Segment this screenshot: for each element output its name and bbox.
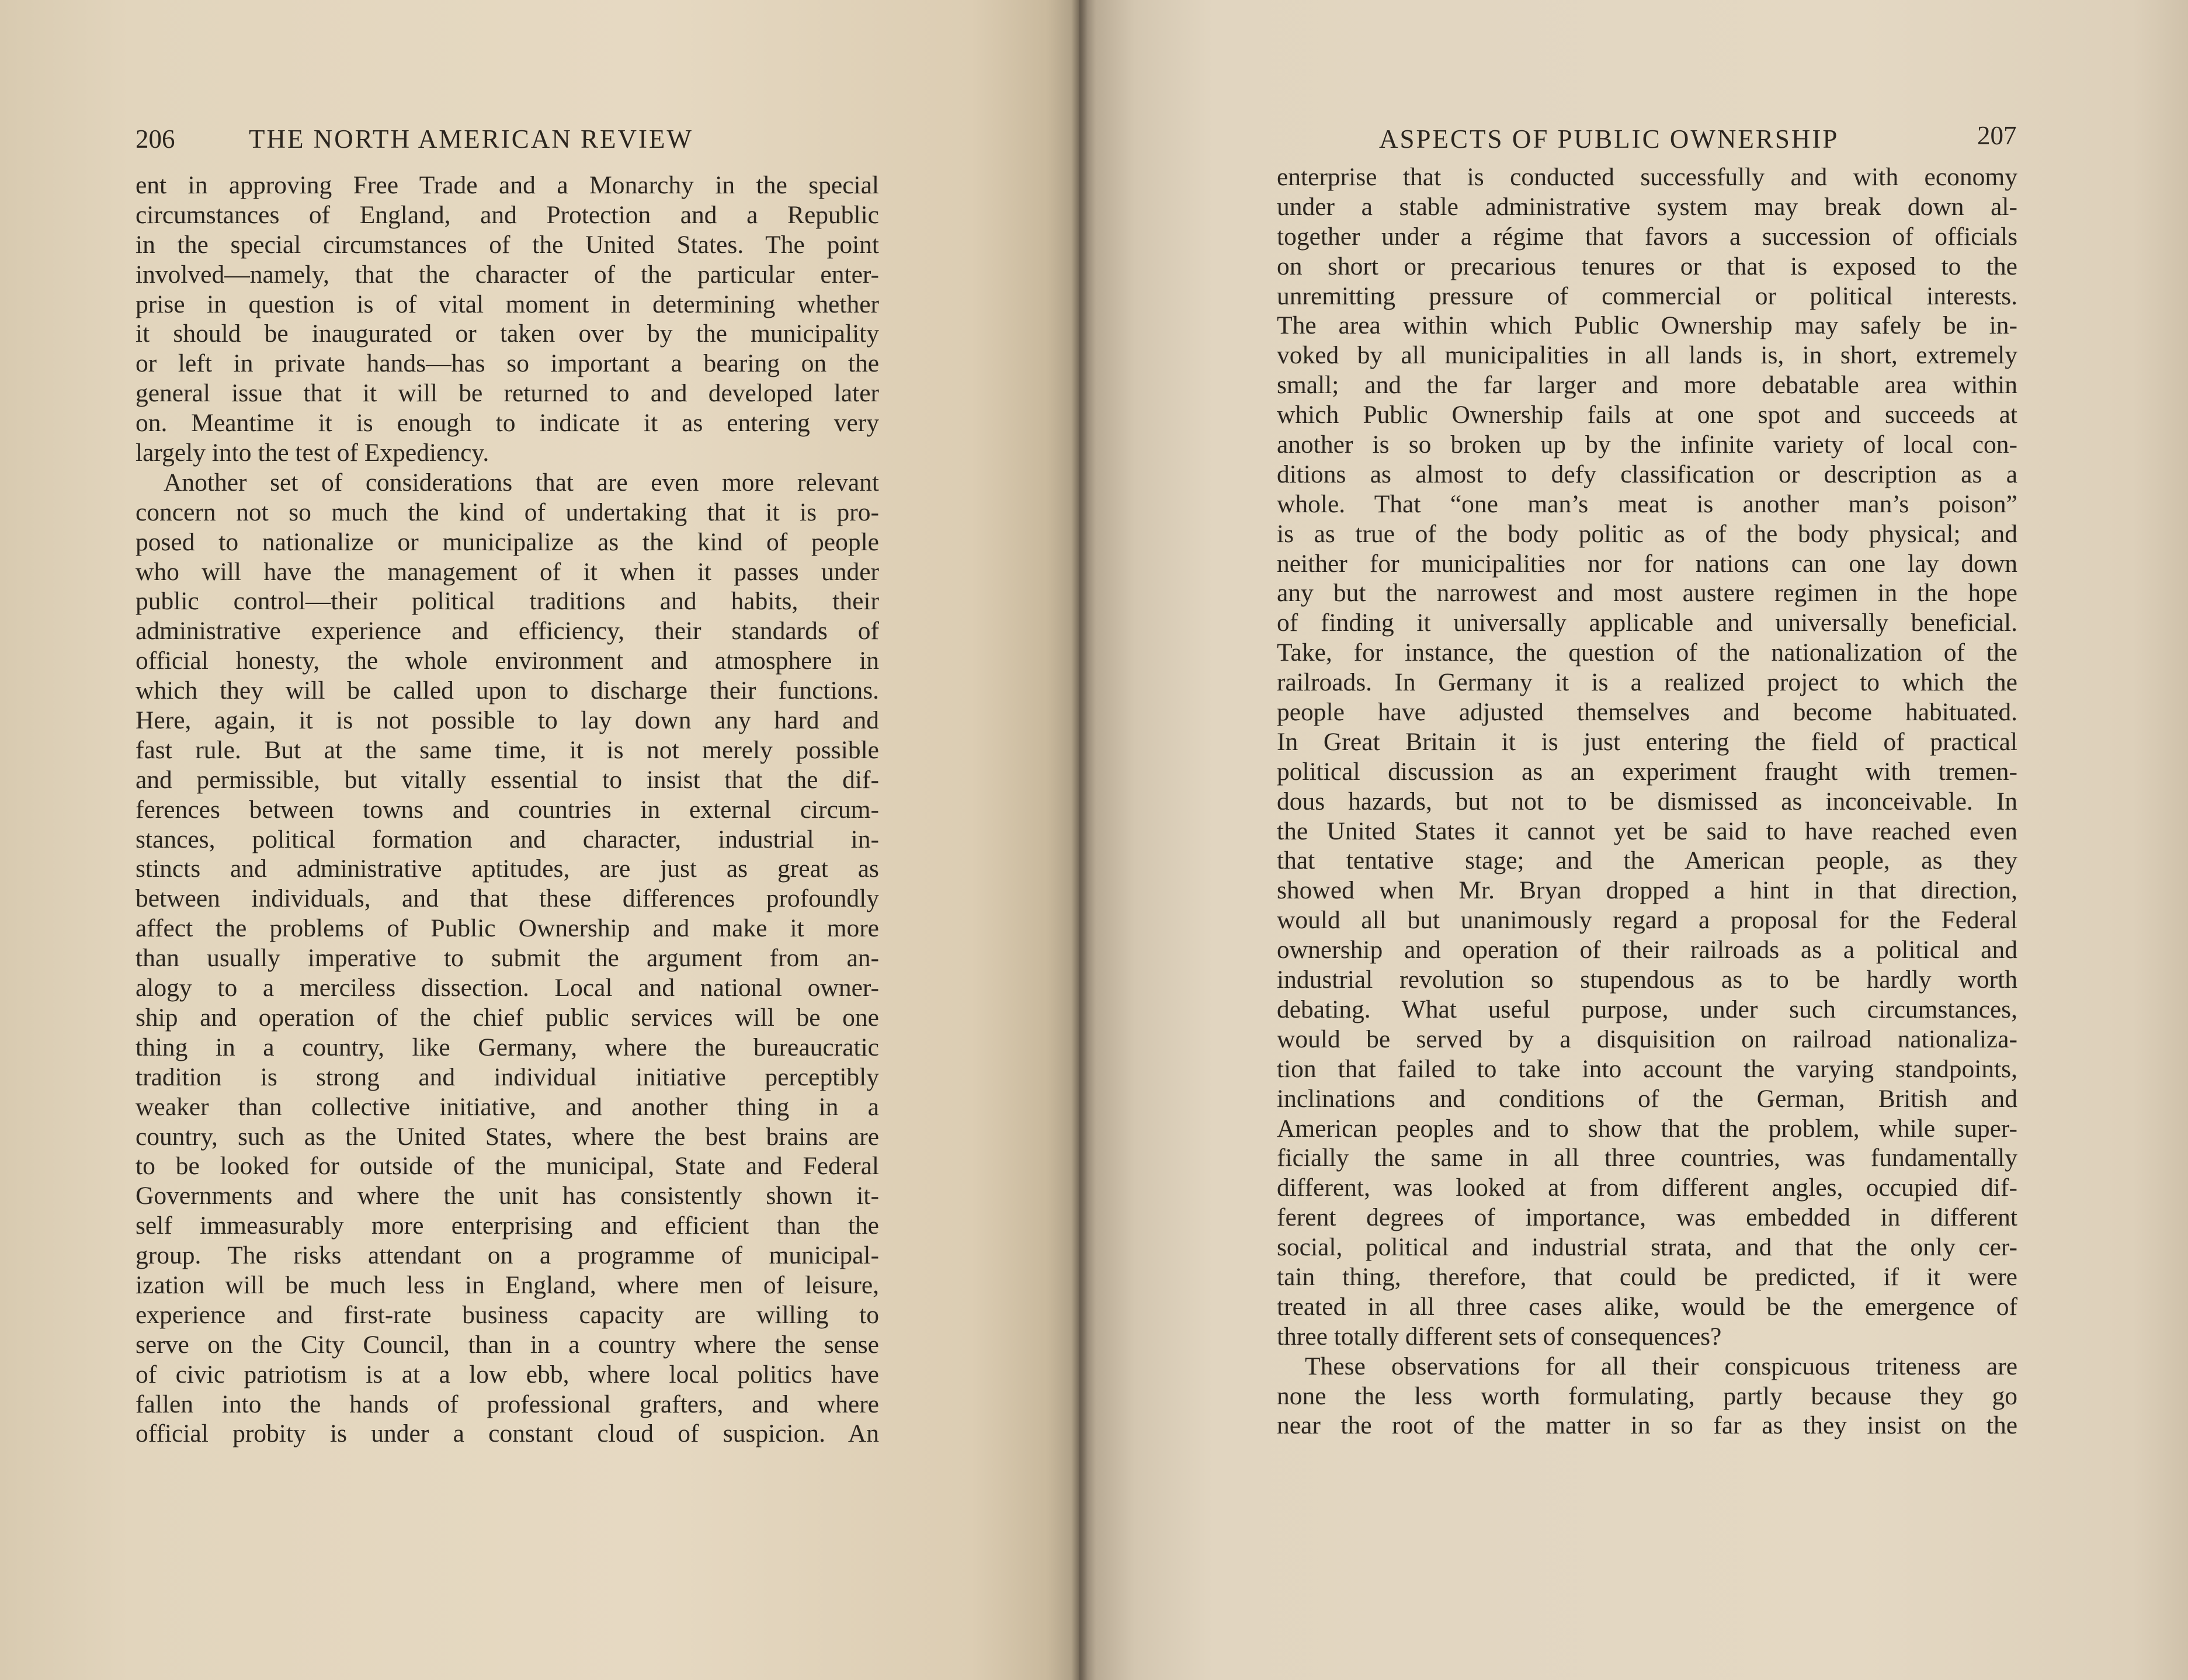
text-line: ficially the same in all three countries, was fundamentally (1277, 1144, 2017, 1172)
text-line: Here, again, it is not possible to lay down any hard and (136, 706, 879, 735)
text-line: Another set of considerations that are even more relevant (164, 468, 879, 497)
text-line: and permissible, but vitally essential to insist that the dif- (136, 765, 879, 794)
text-line: official probity is under a constant cloud of suspicion. An (136, 1419, 879, 1448)
text-line: whole. That “one man’s meat is another man’s poison” (1277, 490, 2017, 518)
text-line: or left in private hands—has so important a bearing on the (136, 349, 879, 378)
text-line: showed when Mr. Bryan dropped a hint in that direction, (1277, 876, 2017, 905)
text-line: which they will be called upon to discharge their functions. (136, 676, 879, 705)
right-page (1079, 0, 2188, 1680)
text-line: country, such as the United States, where the best brains are (136, 1122, 879, 1151)
text-line: fallen into the hands of professional grafters, and where (136, 1390, 879, 1418)
text-line: posed to nationalize or municipalize as the kind of people (136, 527, 879, 556)
text-line: The area within which Public Ownership may safely be in- (1277, 311, 2017, 340)
text-line: is as true of the body politic as of the body physical; and (1277, 519, 2017, 548)
text-line: American peoples and to show that the problem, while super- (1277, 1114, 2017, 1143)
text-line: treated in all three cases alike, would be the emergence of (1277, 1292, 2017, 1321)
text-line: in the special circumstances of the United States. The point (136, 230, 879, 259)
text-line: ship and operation of the chief public services will be one (136, 1003, 879, 1032)
text-line: three totally different sets of consequences? (1277, 1322, 1722, 1351)
text-line: affect the problems of Public Ownership and make it more (136, 914, 879, 943)
text-line: the United States it cannot yet be said to have reached even (1277, 817, 2017, 845)
text-line: fast rule. But at the same time, it is not merely possible (136, 735, 879, 764)
left-page-body (136, 171, 879, 1449)
text-line: tradition is strong and individual initiative perceptibly (136, 1063, 879, 1091)
text-line: between individuals, and that these differences profoundly (136, 884, 879, 913)
text-line: thing in a country, like Germany, where the bureaucratic (136, 1033, 879, 1061)
text-line: together under a régime that favors a succession of officials (1277, 222, 2017, 251)
text-line: tain thing, therefore, that could be predicted, if it were (1277, 1262, 2017, 1291)
text-line: tion that failed to take into account the varying standpoints, (1277, 1054, 2017, 1083)
text-line: voked by all municipalities in all lands is, in short, extremely (1277, 341, 2017, 370)
text-line: on short or precarious tenures or that is exposed to the (1277, 252, 2017, 280)
text-line: dous hazards, but not to be dismissed as inconceivable. In (1277, 787, 2017, 815)
text-line: In Great Britain it is just entering the field of practical (1277, 727, 2017, 756)
text-line: weaker than collective initiative, and another thing in a (136, 1092, 879, 1121)
text-line: of civic patriotism is at a low ebb, where local politics have (136, 1360, 879, 1389)
text-line: Governments and where the unit has consistently shown it- (136, 1182, 879, 1210)
running-head-left: THE NORTH AMERICAN REVIEW (249, 124, 693, 154)
text-line: serve on the City Council, than in a country where the sense (136, 1330, 879, 1359)
text-line: neither for municipalities nor for nations can one lay down (1277, 549, 2017, 578)
text-line: ferent degrees of importance, was embedded in different (1277, 1203, 2017, 1232)
right-page-body (1277, 162, 2017, 1441)
text-line: ditions as almost to defy classification or description as a (1277, 460, 2017, 488)
text-line: who will have the management of it when it passes under (136, 557, 879, 586)
text-line: which Public Ownership fails at one spot and succeeds at (1277, 401, 2017, 429)
text-line: Take, for instance, the question of the nationalization of the (1277, 638, 2017, 667)
text-line: concern not so much the kind of undertaking that it is pro- (136, 498, 879, 526)
text-line: self immeasurably more enterprising and efficient than the (136, 1212, 879, 1240)
text-line: different, was looked at from different angles, occupied dif- (1277, 1174, 2017, 1202)
text-line: another is so broken up by the infinite variety of local con- (1277, 431, 2017, 459)
page-number-right: 207 (1977, 121, 2017, 150)
text-line: stances, political formation and character, industrial in- (136, 825, 879, 853)
text-line: group. The risks attendant on a programme of municipal- (136, 1241, 879, 1270)
text-line: involved—namely, that the character of the particular enter- (136, 260, 879, 289)
text-line: ownership and operation of their railroads as a political and (1277, 936, 2017, 964)
text-line: people have adjusted themselves and become habituated. (1277, 698, 2017, 727)
text-line: ent in approving Free Trade and a Monarchy in the special (136, 171, 879, 199)
text-line: administrative experience and efficiency, their standards of (136, 617, 879, 645)
text-line: largely into the test of Expediency. (136, 439, 489, 467)
text-line: social, political and industrial strata, and that the only cer- (1277, 1233, 2017, 1262)
text-line: circumstances of England, and Protection and a Republic (136, 200, 879, 229)
text-line: inclinations and conditions of the German, British and (1277, 1084, 2017, 1113)
text-line: under a stable administrative system may break down al- (1277, 192, 2017, 221)
running-head-right: ASPECTS OF PUBLIC OWNERSHIP (1379, 124, 1839, 154)
text-line: official honesty, the whole environment and atmosphere in (136, 647, 879, 675)
text-line: on. Meantime it is enough to indicate it as entering very (136, 409, 879, 438)
text-line: to be looked for outside of the municipal, State and Federal (136, 1152, 879, 1181)
text-line: prise in question is of vital moment in determining whether (136, 290, 879, 318)
text-line: it should be inaugurated or taken over by the municipality (136, 320, 879, 348)
text-line: unremitting pressure of commercial or political interests. (1277, 282, 2017, 310)
left-page (0, 0, 1079, 1680)
book-gutter (1071, 0, 1088, 1680)
text-line: any but the narrowest and most austere regimen in the hope (1277, 579, 2017, 608)
text-line: industrial revolution so stupendous as to be hardly worth (1277, 966, 2017, 994)
text-line: than usually imperative to submit the argument from an- (136, 944, 879, 973)
text-line: would all but unanimously regard a proposal for the Federal (1277, 906, 2017, 935)
text-line: political discussion as an experiment fraught with tremen- (1277, 757, 2017, 786)
text-line: near the root of the matter in so far as they insist on the (1277, 1411, 2017, 1440)
text-line: alogy to a merciless dissection. Local and national owner- (136, 974, 879, 1002)
text-line: of finding it universally applicable and universally beneficial. (1277, 609, 2017, 637)
text-line: railroads. In Germany it is a realized project to which the (1277, 668, 2017, 697)
text-line: ization will be much less in England, where men of leisure, (136, 1271, 879, 1299)
text-line: enterprise that is conducted successfully and with economy (1277, 163, 2017, 191)
text-line: general issue that it will be returned to and developed later (136, 379, 879, 408)
text-line: public control—their political traditions and habits, their (136, 587, 879, 616)
text-line: would be served by a disquisition on railroad nationaliza- (1277, 1025, 2017, 1053)
text-line: debating. What useful purpose, under such circumstances, (1277, 995, 2017, 1023)
text-line: none the less worth formulating, partly because they go (1277, 1382, 2017, 1410)
text-line: stincts and administrative aptitudes, are just as great as (136, 855, 879, 883)
text-line: ferences between towns and countries in external circum- (136, 795, 879, 824)
text-line: These observations for all their conspicuous triteness are (1305, 1352, 2017, 1380)
text-line: experience and first-rate business capacity are willing to (136, 1300, 879, 1329)
page-number-left: 206 (136, 124, 175, 154)
text-line: that tentative stage; and the American people, as they (1277, 846, 2017, 875)
text-line: small; and the far larger and more debatable area within (1277, 371, 2017, 400)
